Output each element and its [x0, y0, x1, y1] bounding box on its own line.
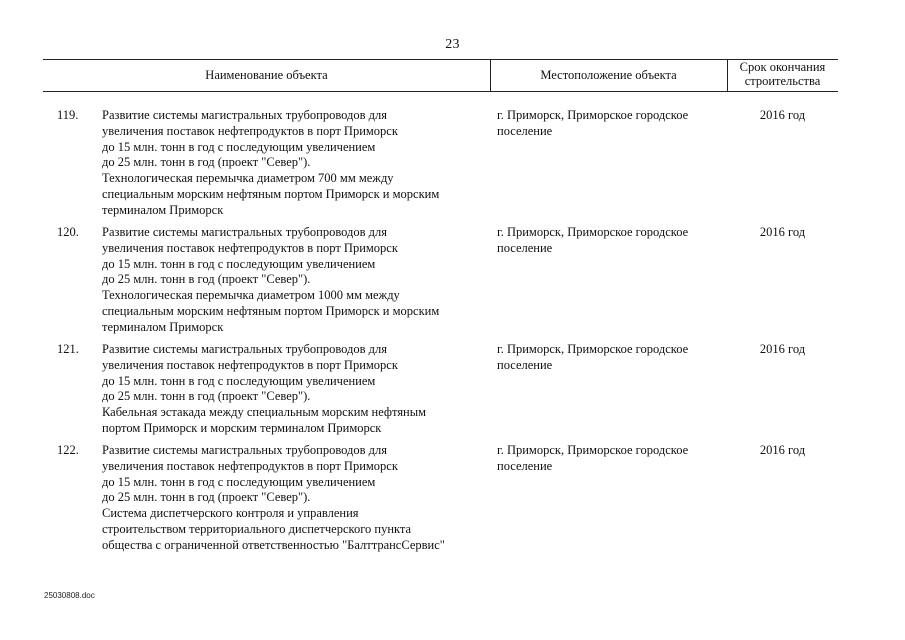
construction-deadline: 2016 год	[759, 443, 806, 457]
object-location: г. Приморск, Приморское городское поселение	[497, 443, 689, 473]
table-body	[0, 108, 905, 573]
column-header-deadline: Срок окончания строительства	[739, 60, 826, 88]
table-header-bottom-border	[43, 91, 838, 92]
table-row	[0, 443, 905, 573]
column-header-name: Наименование объекта	[205, 68, 328, 82]
object-name: Развитие системы магистральных трубопроводов для увеличения поставок нефтепродуктов в порт Приморск до 15 млн. тонн в год с последующим увеличением до 25 млн. тонн в год (проект "Север"). Технологическая перемычка диаметром 1000 мм между специальным морским нефтяным портом Приморск и морским терминалом Приморск	[102, 225, 440, 334]
row-number: 119.	[57, 108, 79, 122]
object-location: г. Приморск, Приморское городское поселение	[497, 342, 689, 372]
table-row	[0, 225, 905, 342]
row-number: 121.	[57, 342, 79, 356]
row-number: 122.	[57, 443, 79, 457]
construction-deadline: 2016 год	[759, 225, 806, 239]
table-top-border	[43, 59, 838, 60]
object-name: Развитие системы магистральных трубопроводов для увеличения поставок нефтепродуктов в порт Приморск до 15 млн. тонн в год с последующим увеличением до 25 млн. тонн в год (проект "Север"). Система диспетчерского контроля и управления строительством территориального диспетчерского пункта общества с ограниченной ответственностью "БалттрансСервис"	[102, 443, 445, 552]
footer-filename: 25030808.doc	[44, 591, 95, 600]
construction-deadline: 2016 год	[759, 108, 806, 122]
row-number: 120.	[57, 225, 79, 239]
column-header-location: Местоположение объекта	[540, 68, 677, 82]
page-number: 23	[445, 37, 460, 52]
object-name: Развитие системы магистральных трубопроводов для увеличения поставок нефтепродуктов в порт Приморск до 15 млн. тонн в год с последующим увеличением до 25 млн. тонн в год (проект "Север"). Технологическая перемычка диаметром 700 мм между специальным морским нефтяным портом Приморск и морским терминалом Приморск	[102, 108, 440, 217]
object-name: Развитие системы магистральных трубопроводов для увеличения поставок нефтепродуктов в порт Приморск до 15 млн. тонн в год с последующим увеличением до 25 млн. тонн в год (проект "Север"). Кабельная эстакада между специальным морским нефтяным портом Приморск и морским терминалом Приморск	[102, 342, 427, 435]
construction-deadline: 2016 год	[759, 342, 806, 356]
object-location: г. Приморск, Приморское городское поселение	[497, 108, 689, 138]
object-location: г. Приморск, Приморское городское поселение	[497, 225, 689, 255]
table-row	[0, 108, 905, 225]
table-row	[0, 342, 905, 443]
